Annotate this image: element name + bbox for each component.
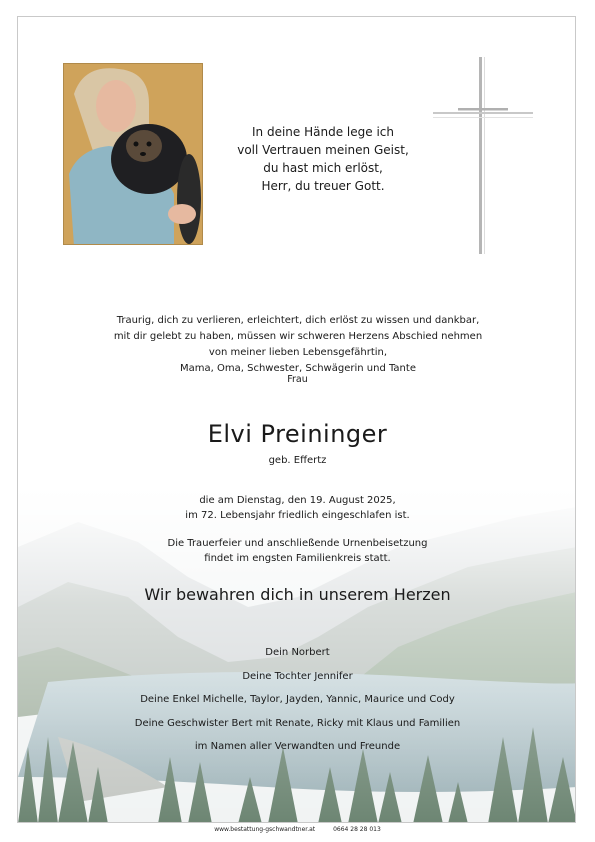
scripture-verse [228, 123, 418, 195]
intro-text [58, 313, 538, 377]
ceremony-notice [18, 536, 576, 566]
intro-line: Traurig, dich zu verlieren, erleichtert, dich erlöst zu wissen und dankbar, [116, 315, 480, 326]
intro-line: von meiner lieben Lebensgefährtin, [208, 347, 388, 358]
intro-line: Mama, Oma, Schwester, Schwägerin und Tante [180, 363, 416, 374]
footer [0, 826, 595, 833]
mourner-line: Dein Norbert [265, 647, 330, 658]
motto: Wir bewahren dich in unserem Herzen [144, 585, 451, 604]
death-line: im 72. Lebensjahr friedlich eingeschlafen ist. [185, 510, 410, 521]
footer-website: www.bestattung-gschwandtner.at [214, 826, 316, 833]
birth-name: geb. Effertz [268, 455, 327, 466]
cross-icon [433, 57, 533, 254]
verse-line: du hast mich erlöst, [263, 161, 383, 175]
death-notice [18, 493, 576, 523]
ceremony-line: findet im engsten Familienkreis statt. [204, 553, 391, 564]
mourners-list [18, 641, 576, 759]
mourner-line: Deine Tochter Jennifer [242, 670, 353, 682]
mourner-line: im Namen aller Verwandten und Freunde [194, 741, 401, 752]
deceased-name: Elvi Preininger [207, 420, 388, 448]
verse-line: Herr, du treuer Gott. [261, 179, 385, 193]
mourner-line: Deine Enkel Michelle, Taylor, Jayden, Yannic, Maurice und Cody [140, 694, 455, 705]
salutation: Frau [287, 374, 308, 385]
footer-phone: 0664 28 28 013 [333, 826, 381, 833]
intro-line: mit dir gelebt zu haben, müssen wir schweren Herzens Abschied nehmen [113, 331, 483, 342]
obituary-card [17, 16, 576, 823]
death-line: die am Dienstag, den 19. August 2025, [199, 495, 396, 506]
portrait-photo [63, 63, 203, 245]
verse-line: voll Vertrauen meinen Geist, [237, 143, 409, 157]
verse-line: In deine Hände lege ich [252, 125, 394, 139]
ceremony-line: Die Trauerfeier und anschließende Urnenbeisetzung [167, 538, 428, 549]
mourner-line: Deine Geschwister Bert mit Renate, Ricky mit Klaus und Familien [134, 717, 461, 729]
